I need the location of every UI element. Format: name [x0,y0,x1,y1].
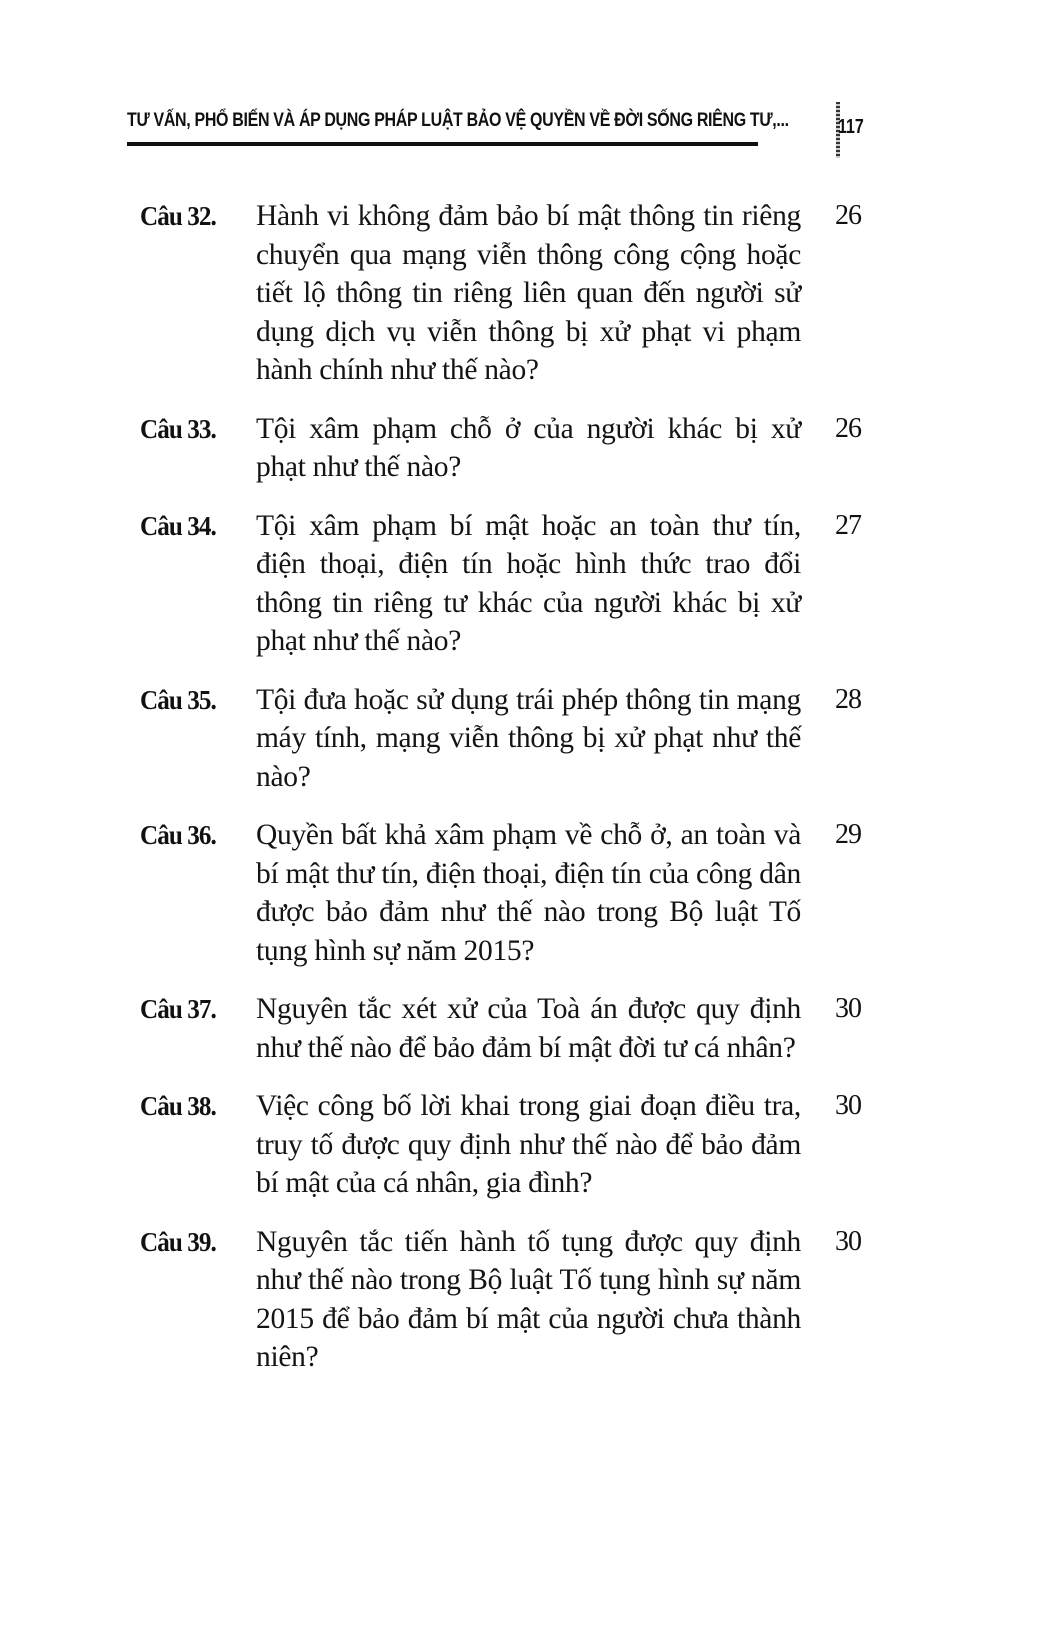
question-page-number: 30 [835,1225,861,1257]
toc-entry[interactable] [140,681,880,797]
question-page-number: 26 [835,200,861,231]
question-label: Câu 35. [140,684,216,715]
toc-entry[interactable] [140,1223,880,1377]
question-label: Câu 36. [140,820,216,850]
question-text: Hành vi không đảm bảo bí mật thông tin riêng chuyển qua mạng viễn thông công cộng hoặc tiết lộ thông tin riêng liên quan đến người sử dụng dịch vụ viễn thông bị xử phạt vi phạm hành chính như thế nào? [256,200,801,386]
question-text: Tội xâm phạm bí mật hoặc an toàn thư tín, điện thoại, điện tín hoặc hình thức trao đổi thông tin riêng tư khác của người khác bị xử phạt như thế nào? [256,509,801,657]
question-page-number: 29 [835,819,861,850]
toc-entry[interactable] [140,410,880,487]
question-label: Câu 33. [140,413,216,444]
header-underline [127,142,758,146]
table-of-contents [140,197,880,1397]
question-text: Nguyên tắc tiến hành tố tụng được quy định như thế nào trong Bộ luật Tố tụng hình sự năm 2015 để bảo đảm bí mật của người chưa thành niên? [256,1225,801,1373]
question-label: Câu 34. [140,510,216,541]
toc-entry[interactable] [140,816,880,970]
question-page-number: 30 [835,993,861,1024]
question-label: Câu 32. [140,201,216,231]
question-text: Nguyên tắc xét xử của Toà án được quy định như thế nào để bảo đảm bí mật đời tư cá nhân? [256,993,801,1064]
question-text: Tội xâm phạm chỗ ở của người khác bị xử phạt như thế nào? [256,412,801,483]
running-header [127,108,789,148]
toc-entry[interactable] [140,197,880,390]
question-text: Tội đưa hoặc sử dụng trái phép thông tin mạng máy tính, mạng viễn thông bị xử phạt như thế nào? [256,683,801,793]
question-page-number: 30 [835,1090,861,1121]
question-page-number: 27 [835,509,861,541]
question-page-number: 26 [835,412,861,444]
question-label: Câu 39. [140,1226,216,1257]
toc-entry[interactable] [140,1087,880,1203]
question-label: Câu 37. [140,994,216,1024]
question-text: Việc công bố lời khai trong giai đoạn điều tra, truy tố được quy định như thế nào để bảo đảm bí mật của cá nhân, gia đình? [256,1090,801,1199]
question-text: Quyền bất khả xâm phạm về chỗ ở, an toàn và bí mật thư tín, điện thoại, điện tín của công dân được bảo đảm như thế nào trong Bộ luật Tố tụng hình sự năm 2015? [256,819,801,967]
toc-entry[interactable] [140,990,880,1067]
question-page-number: 28 [835,683,861,715]
question-label: Câu 38. [140,1091,216,1121]
running-header-title: TƯ VẤN, PHỔ BIẾN VÀ ÁP DỤNG PHÁP LUẬT BẢO VỆ QUYỀN VỀ ĐỜI SỐNG RIÊNG TƯ,... [127,109,789,131]
page-number: 117 [838,116,864,138]
toc-entry[interactable] [140,507,880,661]
